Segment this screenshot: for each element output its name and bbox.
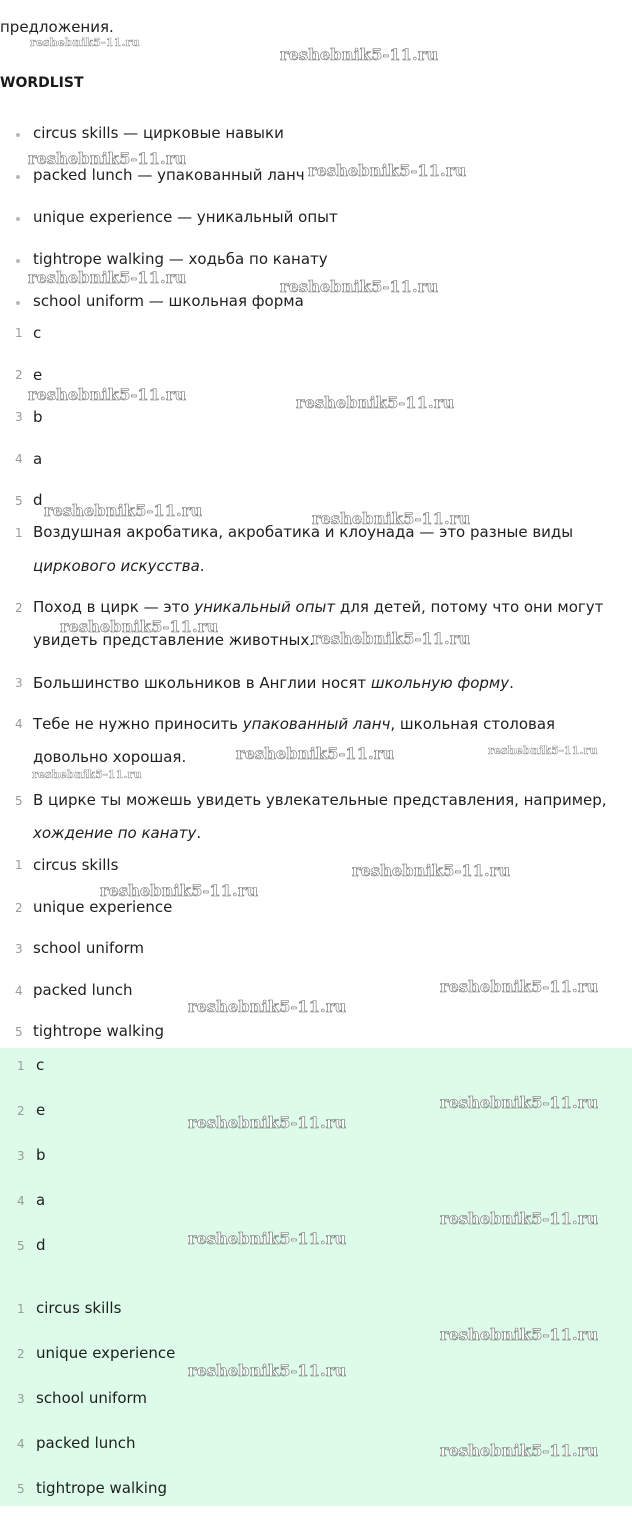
watermark: reshebnik5-11.ru: [28, 385, 187, 404]
bullet-icon: [16, 301, 20, 305]
sentence-line: хождение по канату.: [33, 824, 202, 842]
watermark: reshebnik5-11.ru: [188, 1229, 347, 1248]
list-item: tightrope walking: [33, 1022, 165, 1040]
watermark: reshebnik5-11.ru: [188, 1113, 347, 1132]
watermark: reshebnik5-11.ru: [312, 509, 471, 528]
item-number: 5: [17, 1482, 25, 1496]
watermark: reshebnik5-11.ru: [236, 744, 395, 763]
item-number: 3: [15, 410, 23, 424]
watermark: reshebnik5-11.ru: [188, 997, 347, 1016]
item-number: 1: [17, 1302, 25, 1316]
list-item: e: [33, 366, 43, 384]
list-item: c: [33, 324, 42, 342]
list-item: packed lunch: [33, 981, 133, 999]
wordlist-item: circus skills — цирковые навыки: [33, 124, 284, 142]
item-number: 1: [15, 326, 23, 340]
watermark: reshebnik5-11.ru: [440, 1441, 599, 1460]
watermark: reshebnik5-11.ru: [28, 268, 187, 287]
item-number: 3: [15, 676, 23, 690]
watermark: reshebnik5-11.ru: [30, 36, 140, 49]
list-item: d: [36, 1236, 46, 1254]
watermark: reshebnik5-11.ru: [312, 629, 471, 648]
list-item: school uniform: [36, 1389, 148, 1407]
list-item: school uniform: [33, 939, 145, 957]
watermark: reshebnik5-11.ru: [440, 1325, 599, 1344]
watermark: reshebnik5-11.ru: [100, 881, 259, 900]
item-number: 2: [17, 1104, 25, 1118]
item-number: 2: [17, 1347, 25, 1361]
item-number: 3: [15, 942, 23, 956]
sentence-line: циркового искусства.: [33, 557, 205, 575]
wordlist-item: tightrope walking — ходьба по канату: [33, 250, 328, 268]
watermark: reshebnik5-11.ru: [44, 501, 203, 520]
list-item: e: [36, 1101, 46, 1119]
item-number: 1: [15, 526, 23, 540]
watermark: reshebnik5-11.ru: [280, 45, 439, 64]
item-number: 5: [15, 1025, 23, 1039]
sentence-line: В цирке ты можешь увидеть увлекательные представления, например,: [33, 791, 607, 809]
item-number: 2: [15, 901, 23, 915]
sentence-line: Тебе не нужно приносить упакованный ланч, школьная столовая: [33, 715, 556, 733]
sentence-line: Воздушная акробатика, акробатика и клоунада — это разные виды: [33, 523, 574, 541]
item-number: 3: [17, 1392, 25, 1406]
watermark: reshebnik5-11.ru: [308, 161, 467, 180]
list-item: b: [33, 408, 43, 426]
item-number: 4: [15, 984, 23, 998]
list-item: circus skills: [33, 856, 119, 874]
list-item: a: [36, 1191, 46, 1209]
sentence-line: увидеть представление животных.: [33, 631, 315, 649]
wordlist-item: packed lunch — упакованный ланч: [33, 166, 305, 184]
bullet-icon: [16, 217, 20, 221]
item-number: 1: [17, 1059, 25, 1073]
watermark: reshebnik5-11.ru: [440, 1093, 599, 1112]
list-item: tightrope walking: [36, 1479, 168, 1497]
watermark: reshebnik5-11.ru: [440, 977, 599, 996]
item-number: 1: [15, 858, 23, 872]
sentence-line: Большинство школьников в Англии носят школьную форму.: [33, 674, 514, 692]
watermark: reshebnik5-11.ru: [296, 393, 455, 412]
list-item: b: [36, 1146, 46, 1164]
list-item: c: [36, 1056, 45, 1074]
item-number: 3: [17, 1149, 25, 1163]
bullet-icon: [16, 133, 20, 137]
list-item: circus skills: [36, 1299, 122, 1317]
intro-text: предложения.: [0, 18, 114, 36]
item-number: 4: [17, 1437, 25, 1451]
list-item: packed lunch: [36, 1434, 136, 1452]
bullet-icon: [16, 259, 20, 263]
watermark: reshebnik5-11.ru: [352, 861, 511, 880]
watermark: reshebnik5-11.ru: [280, 277, 439, 296]
item-number: 2: [15, 368, 23, 382]
bullet-icon: [16, 175, 20, 179]
list-item: unique experience: [33, 898, 173, 916]
watermark: reshebnik5-11.ru: [488, 744, 598, 757]
watermark: reshebnik5-11.ru: [60, 617, 219, 636]
sentence-line: Поход в цирк — это уникальный опыт для детей, потому что они могут: [33, 598, 604, 616]
wordlist-item: unique experience — уникальный опыт: [33, 208, 338, 226]
item-number: 5: [15, 494, 23, 508]
item-number: 5: [17, 1239, 25, 1253]
sentence-line: довольно хорошая.: [33, 748, 187, 766]
item-number: 4: [15, 717, 23, 731]
watermark: reshebnik5-11.ru: [188, 1361, 347, 1380]
item-number: 5: [15, 794, 23, 808]
watermark: reshebnik5-11.ru: [28, 149, 187, 168]
list-item: unique experience: [36, 1344, 176, 1362]
list-item: d: [33, 491, 43, 509]
watermark: reshebnik5-11.ru: [440, 1209, 599, 1228]
wordlist-item: school uniform — школьная форма: [33, 292, 304, 310]
watermark: reshebnik5-11.ru: [32, 768, 142, 781]
item-number: 4: [15, 452, 23, 466]
list-item: a: [33, 450, 43, 468]
item-number: 4: [17, 1194, 25, 1208]
item-number: 2: [15, 601, 23, 615]
wordlist-heading: WORDLIST: [0, 75, 84, 91]
